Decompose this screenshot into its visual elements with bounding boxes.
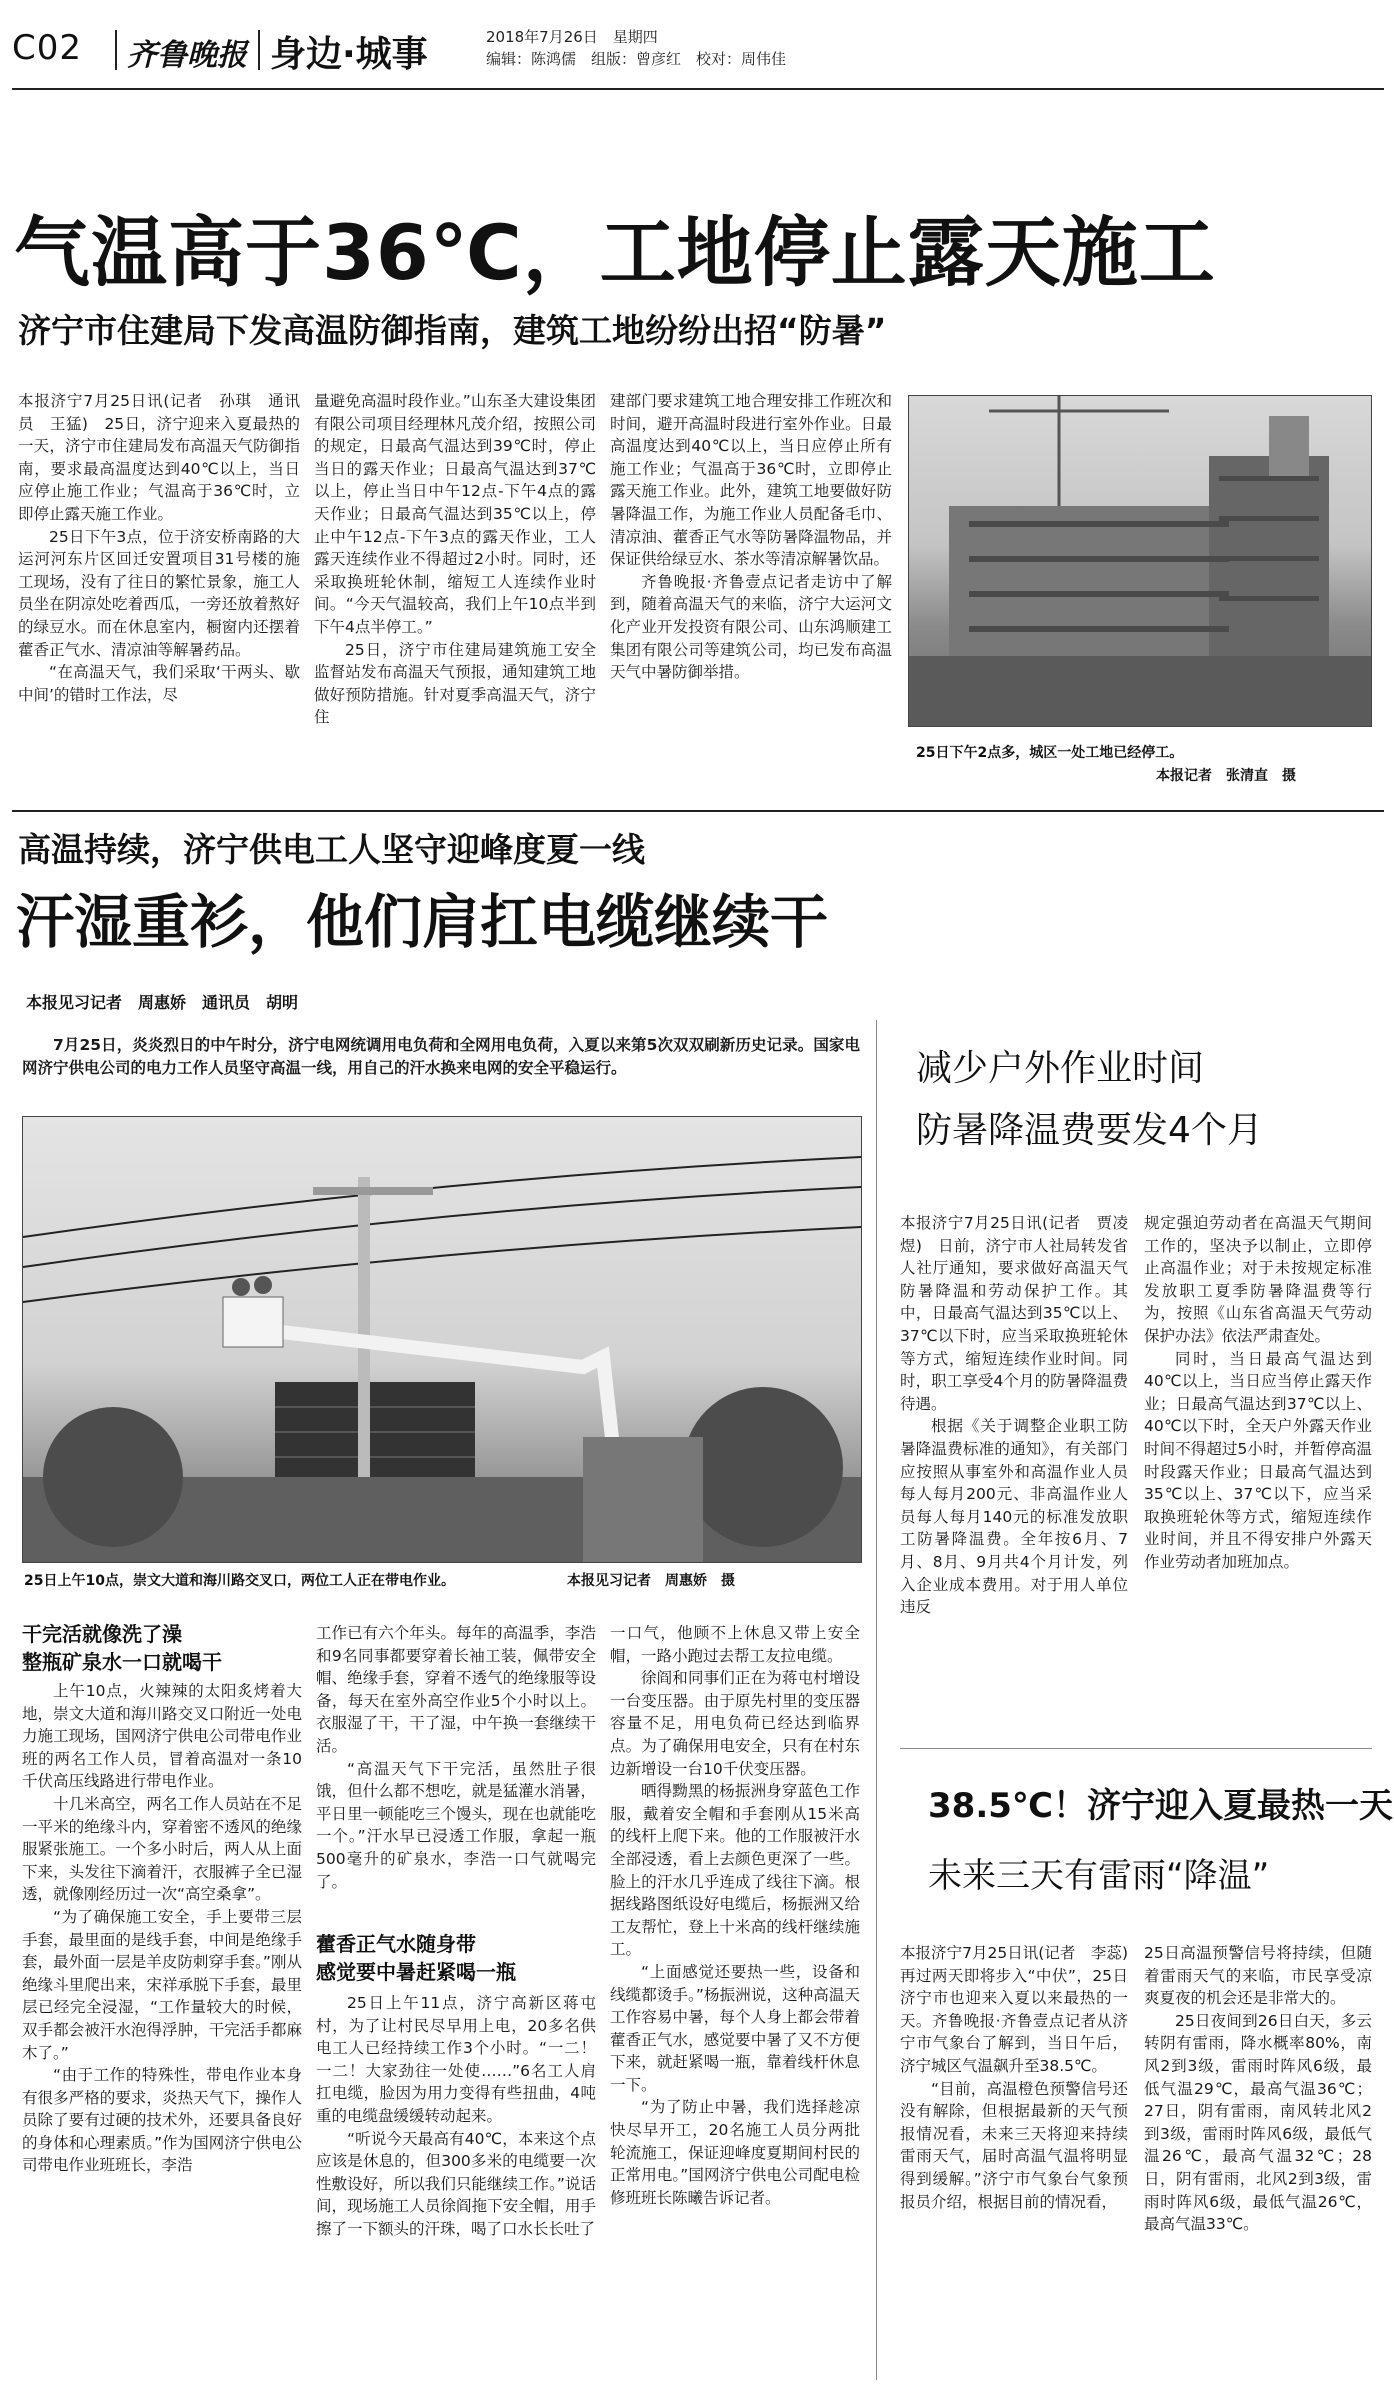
story2-column-1: [22, 1680, 302, 2380]
story2-intro: [22, 1034, 860, 1106]
story2-kicker: 高温持续，济宁供电工人坚守迎峰度夏一线: [18, 830, 645, 869]
story2-subhead-1: 干完活就像洗了澡 整瓶矿泉水一口就喝干: [22, 1622, 222, 1674]
story4-column-1: [900, 1942, 1144, 2384]
construction-site-illustration: [909, 396, 1371, 726]
story2-column-2b: [316, 1992, 596, 2380]
story1-column-1: [18, 390, 300, 795]
story4-col1-p2: “目前，高温橙色预警信号还没有解除，但根据最新的天气预报情况看，未来三天将迎来持续雷雨天气，届时高温气温将明显得到缓解。”济宁市气象台气象预报员介绍，根据目前的情况看，: [900, 2079, 1128, 2211]
story1-column-2: [314, 390, 596, 795]
story2-col1-p4: “由于工作的特殊性，带电作业本身有很多严格的要求，炎热天气下，操作人员除了要有过硬的技术外，还要具备良好的身体和心理素质。”作为国网济宁供电公司带电作业班班长，李浩: [22, 2066, 302, 2175]
story1-col3-p2: 齐鲁晚报·齐鲁壹点记者走访中了解到，随着高温天气的来临，济宁大运河文化产业开发投资有限公司、山东鸿顺建工集团有限公司等建筑公司，均已发布高温天气中暑防御举措。: [610, 572, 892, 682]
story2-col3-p5: “为了防止中暑，我们选择趁凉快尽早开工，20名施工人员分两批轮流施工，保证迎峰度夏期间村民的正常用电。”国网济宁供电公司配电检修班班长陈曦告诉记者。: [610, 2098, 860, 2207]
story3-headline-1: 减少户外作业时间: [916, 1048, 1205, 1089]
story2-col3-p4: “上面感觉还要热一些，设备和线缆都烫手。”杨振洲说，这种高温天工作容易中暑，每个人身上都会带着藿香正气水，感觉要中暑了又不方便下来，就赶紧喝一瓶，靠着线杆休息一下。: [610, 1962, 860, 2094]
masthead-editors: 编辑：陈鸿儒 组版：曾彦红 校对：周伟佳: [486, 50, 787, 68]
vertical-divider: [876, 1020, 877, 2380]
story4-headline-1: 38.5℃！济宁迎入夏最热一天: [928, 1786, 1394, 1826]
story3-col1-p1: 本报济宁7月25日讯(记者 贾凌煜) 日前，济宁市人社局转发省人社厅通知，要求做好高温天气防暑降温和劳动保护工作。其中，日最高气温达到35℃以上、37℃以下时，应当采取换班轮休等方式，缩短连续作业时间。同时，职工享受4个月的防暑降温费待遇。: [900, 1214, 1128, 1413]
story1-col3-p1: 建部门要求建筑工地合理安排工作班次和时间，避开高温时段进行室外作业。日最高温度达到40℃以上，当日应停止所有施工作业；气温高于36℃时，立即停止露天施工作业。此外，建筑工地要做好防暑降温工作，为施工作业人员配备毛巾、清凉油、藿香正气水等防暑降温物品，并保证供给绿豆水、茶水等清凉解暑饮品。: [610, 392, 892, 569]
story2-headline: 汗湿重衫，他们肩扛电缆继续干: [16, 888, 829, 956]
story2-col1-p3: “为了确保施工安全，手上要带三层手套，最里面的是线手套，中间是绝缘手套，最外面一层是羊皮防刺穿手套。”刚从绝缘斗里爬出来，宋祥承脱下手套，最里层已经完全浸湿，“工作量较大的时候，双手都会被汗水泡得浮肿，干完活手都麻木了。”: [22, 1907, 302, 2062]
story1-column-3: [610, 390, 892, 795]
story3-col2-p1: 规定强迫劳动者在高温天气期间工作的，坚决予以制止，立即停止高温作业；对于未按规定标准发放职工夏季防暑降温费等行为，按照《山东省高温天气劳动保护办法》依法严肃查处。: [1144, 1214, 1372, 1345]
story1-photo-credit: 本报记者 张清直 摄: [1156, 768, 1296, 784]
story1-col1-p2: 25日下午3点，位于济安桥南路的大运河河东片区回迁安置项目31号楼的施工现场，没有了往日的繁忙景象，施工人员坐在阴凉处吃着西瓜，一旁还放着熬好的绿豆水。而在休息室内，橱窗内还摆着藿香正气水、清凉油等解暑药品。: [18, 527, 300, 659]
story2-intro-text: 7月25日，炎炎烈日的中午时分，济宁电网统调用电负荷和全网用电负荷，入夏以来第5次双双刷新历史记录。国家电网济宁供电公司的电力工作人员坚守高温一线，用自己的汗水换来电网的安全平稳运行。: [22, 1036, 860, 1077]
story1-col2-p1: 量避免高温时段作业。”山东圣大建设集团有限公司项目经理林凡茂介绍，按照公司的规定，日最高气温达到39℃时，停止当日的露天作业；日最高气温达到37℃以上，停止当日中午12点-下午4点的露天作业；日最高气温达到35℃以上，停止中午12点-下午3点的露天作业，工人露天连续作业不得超过2小时。同时，还采取换班轮休制，缩短工人连续作业时间。“今天气温较高，我们上午10点半到下午4点半停工。”: [314, 392, 596, 636]
story2-byline: 本报见习记者 周惠娇 通讯员 胡明: [26, 993, 299, 1012]
story2-subhead-2: 藿香正气水随身带 感觉要中暑赶紧喝一瓶: [316, 1932, 516, 1984]
story2-col2b-p1: 25日上午11点，济宁高新区蒋屯村，为了让村民尽早用上电，20多名供电工人已经持续工作3个小时。“一二！一二！大家劲往一处使……”6名工人肩扛电缆，脸因为用力变得有些扭曲，4吨重的电缆盘缓缓转动起来。: [316, 1994, 596, 2125]
story2-col3-p2: 徐阎和同事们正在为蒋屯村增设一台变压器。由于原先村里的变压器容量不足，用电负荷已经达到临界点。为了确保用电安全，只有在村东边新增设一台10千伏变压器。: [610, 1669, 860, 1778]
power-line-illustration: [23, 1117, 861, 1562]
story2-col2b-p2: “听说今天最高有40℃，本来这个点应该是休息的，但300多米的电缆要一次性敷设好，所以我们只能继续工作。”说话间，现场施工人员徐阎拖下安全帽，用手擦了一下额头的汗珠，喝了口水长长吐了: [316, 2129, 596, 2238]
masthead-divider: [115, 30, 117, 70]
story1-photo-caption: 25日下午2点多，城区一处工地已经停工。: [916, 745, 1184, 761]
story4-col1-p1: 本报济宁7月25日讯(记者 李蕊) 再过两天即将步入“中伏”，25日济宁市也迎来入夏以来最热的一天。齐鲁晚报·齐鲁壹点记者从济宁市气象台了解到，当日午后，济宁城区气温飙升至38.5℃。: [900, 1944, 1144, 2075]
story2-col2a-p2: “高温天气下干完活，虽然肚子很饿，但什么都不想吃，就是猛灌水消暑，平日里一顿能吃三个馒头，现在也就能吃一个。”汗水早已浸透工作服，拿起一瓶500毫升的矿泉水，李浩一口气就喝完了。: [316, 1759, 596, 1891]
story4-column-2: [1144, 1942, 1372, 2384]
masthead-rule: [12, 88, 1384, 90]
story3-headline-2: 防暑降温费要发4个月: [916, 1110, 1263, 1151]
masthead-divider-2: [258, 30, 260, 70]
masthead-date: 2018年7月26日 星期四: [486, 28, 658, 46]
story2-col2a-p1: 工作已有六个年头。每年的高温季，李浩和9名同事都要穿着长袖工装，佩带安全帽、绝缘手套，穿着不透气的绝缘服等设备，每天在室外高空作业5个小时以上。衣服湿了干，干了湿，中午换一套继续干活。: [316, 1624, 596, 1755]
story2-photo-credit: 本报见习记者 周惠娇 摄: [567, 1573, 735, 1589]
story4-headline-2: 未来三天有雷雨“降温”: [928, 1856, 1270, 1896]
story2-photo-caption: 25日上午10点，崇文大道和海川路交叉口，两位工人正在带电作业。: [24, 1573, 455, 1589]
story2-col3-p1: 一口气，他顾不上休息又带上安全帽，一路小跑过去帮工友拉电缆。: [610, 1624, 860, 1665]
story4-col2-p1: 25日高温预警信号将持续，但随着雷雨天气的来临，市民享受凉爽夏夜的机会还是非常大的。: [1144, 1944, 1372, 2008]
story1-col1-p1: 本报济宁7月25日讯(记者 孙琪 通讯员 王猛) 25日，济宁迎来入夏最热的一天，济宁市住建局发布高温天气防御指南，要求最高温度达到40℃以上，当日应停止施工作业；气温高于36℃时，立即停止露天施工作业。: [18, 392, 300, 523]
story3-col2-p2: 同时，当日最高气温达到40℃以上，当日应当停止露天作业；日最高气温达到37℃以上、40℃以下时，全天户外露天作业时间不得超过5小时，并暂停高温时段露天作业；日最高气温达到35℃以上、37℃以下，应当采取换班轮休等方式，缩短连续作业时间，并且不得安排户外露天作业劳动者加班加点。: [1144, 1349, 1372, 1571]
story3-col1-p2: 根据《关于调整企业职工防暑降温费标准的通知》，有关部门应按照从事室外和高温作业人员每人每月200元、非高温作业人员每人每月140元的标准发放职工防暑降温费。全年按6月、7月、8月、9月共4个月计发，列入企业成本费用。对于用人单位违反: [900, 1417, 1128, 1617]
story1-subhead: 济宁市住建局下发高温防御指南，建筑工地纷纷出招“防暑”: [18, 311, 887, 350]
story3-column-1: [900, 1212, 1128, 1732]
construction-site-photo: [908, 395, 1372, 727]
power-line-workers-photo: [22, 1116, 862, 1563]
story2-col3-p3: 晒得黝黑的杨振洲身穿蓝色工作服，戴着安全帽和手套刚从15米高的线杆上爬下来。他的工作服被汗水全部浸透，看上去颜色更深了一些。脸上的汗水几乎连成了线往下滴。根据线路图纸设好电缆后，杨振洲又给工友帮忙，登上十米高的线杆继续施工。: [610, 1782, 860, 1959]
story2-column-2a: [316, 1622, 596, 1922]
story4-col2-p2: 25日夜间到26日白天，多云转阴有雷雨，降水概率80%，南风2到3级，雷雨时阵风6级，最低气温29℃，最高气温36℃；27日，阴有雷雨，南风转北风2到3级，雷雨时阵风6级，最低气温26℃，最高气温32℃；28日，阴有雷雨，北风2到3级，雷雨时阵风6级，最低气温26℃，最高气温33℃。: [1144, 2011, 1372, 2234]
story1-col2-p2: 25日，济宁市住建局建筑施工安全监督站发布高温天气预报，通知建筑工地做好预防措施。针对夏季高温天气，济宁住: [314, 640, 596, 727]
page-number: C02: [12, 28, 83, 68]
paper-logo: 齐鲁晚报: [127, 38, 247, 73]
section-title: 身边·城事: [270, 34, 428, 75]
story1-headline: 气温高于36℃，工地停止露天施工: [14, 208, 1216, 297]
story3-bottom-rule: [900, 1748, 1372, 1749]
story2-col1-p2: 十几米高空，两名工作人员站在不足一平米的绝缘斗内，穿着密不透风的绝缘服紧张施工。一个多小时后，两人从上面下来，头发往下滴着汗，衣服裤子全已湿透，就像刚经历过一次“高空桑拿”。: [22, 1794, 302, 1904]
story1-bottom-rule: [12, 810, 1384, 812]
story3-column-2: [1144, 1212, 1372, 1732]
story2-column-3: [610, 1622, 860, 2380]
story1-col1-p3: “在高温天气，我们采取‘干两头、歇中间’的错时工作法，尽: [18, 663, 300, 704]
story2-col1-p1: 上午10点，火辣辣的太阳炙烤着大地，崇文大道和海川路交叉口附近一处电力施工现场，国网济宁供电公司带电作业班的两名工作人员，冒着高温对一条10千伏高压线路进行带电作业。: [22, 1682, 302, 1791]
